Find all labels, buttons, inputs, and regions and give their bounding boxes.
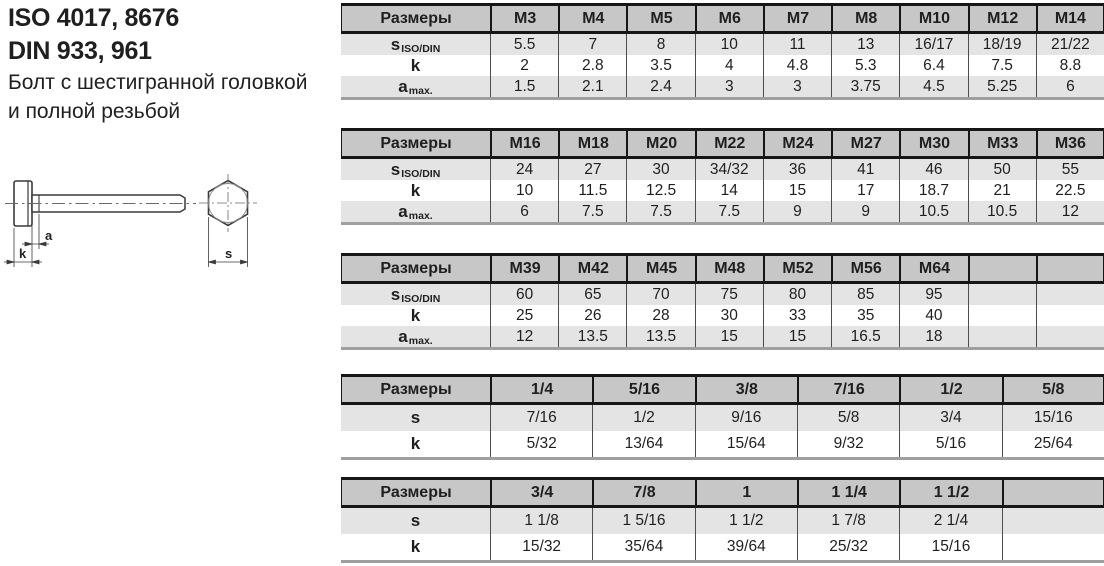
value-cell: 9/32 — [797, 431, 899, 457]
value-cell — [1036, 305, 1104, 326]
column-header: M56 — [831, 256, 899, 284]
value-cell: 25 — [490, 305, 558, 326]
value-cell: 3 — [763, 76, 831, 97]
value-cell: 6.4 — [899, 55, 967, 76]
value-cell: 3.5 — [626, 55, 694, 76]
row-label — [341, 201, 490, 222]
row-label — [341, 405, 490, 431]
value-cell: 16/17 — [899, 34, 967, 55]
value-cell: 18 — [899, 326, 967, 347]
value-cell: 1 1/2 — [695, 508, 797, 534]
row-label — [341, 180, 490, 201]
column-header — [1002, 480, 1104, 508]
value-cell: 34/32 — [695, 159, 763, 180]
value-cell: 35 — [831, 305, 899, 326]
value-cell: 1/2 — [592, 405, 694, 431]
column-header: M20 — [626, 131, 694, 159]
column-header: M5 — [626, 6, 694, 34]
value-cell: 9 — [763, 201, 831, 222]
row-label — [341, 34, 490, 55]
column-header: M10 — [899, 6, 967, 34]
value-cell: 21 — [968, 180, 1036, 201]
column-header: M42 — [558, 256, 626, 284]
value-cell: 15/16 — [1002, 405, 1104, 431]
value-cell: 7.5 — [626, 201, 694, 222]
value-cell: 24 — [490, 159, 558, 180]
row-label-symbol: s — [410, 408, 421, 427]
value-cell: 6 — [1036, 76, 1104, 97]
title-block — [8, 2, 307, 126]
value-cell: 30 — [695, 305, 763, 326]
row-label-symbol: s — [410, 511, 421, 530]
value-cell: 15/16 — [899, 534, 1001, 560]
value-cell: 80 — [763, 284, 831, 305]
value-cell: 30 — [626, 159, 694, 180]
value-cell: 12.5 — [626, 180, 694, 201]
value-cell: 95 — [899, 284, 967, 305]
value-cell — [1002, 508, 1104, 534]
column-header: M22 — [695, 131, 763, 159]
column-header: M18 — [558, 131, 626, 159]
value-cell: 15 — [763, 326, 831, 347]
row-label-subscript: max. — [408, 84, 433, 97]
row-label-symbol: a — [398, 76, 408, 96]
value-cell: 13.5 — [626, 326, 694, 347]
value-cell: 10 — [695, 34, 763, 55]
dimension-label-k: k — [19, 246, 27, 261]
column-header: M48 — [695, 256, 763, 284]
value-cell: 1 1/8 — [490, 508, 592, 534]
value-cell: 15/32 — [490, 534, 592, 560]
column-header: M6 — [695, 6, 763, 34]
value-cell: 65 — [558, 284, 626, 305]
value-cell: 46 — [899, 159, 967, 180]
value-cell: 2.8 — [558, 55, 626, 76]
row-label-subscript: ISO/DIN — [401, 42, 441, 55]
value-cell: 12 — [1036, 201, 1104, 222]
dimension-table-m39-m64 — [341, 253, 1104, 350]
row-label-subscript: ISO/DIN — [401, 167, 441, 180]
row-label-symbol: s — [390, 159, 401, 179]
column-header: M27 — [831, 131, 899, 159]
column-header: 7/8 — [592, 480, 694, 508]
value-cell: 10.5 — [899, 201, 967, 222]
dimension-arrow — [7, 260, 14, 264]
dimension-table-inch-3-4-to-1-1-2 — [341, 477, 1104, 563]
value-cell: 40 — [899, 305, 967, 326]
column-header: M14 — [1036, 6, 1104, 34]
value-cell: 22.5 — [1036, 180, 1104, 201]
value-cell: 5/32 — [490, 431, 592, 457]
value-cell: 5/16 — [899, 431, 1001, 457]
column-header: M52 — [763, 256, 831, 284]
value-cell — [1036, 284, 1104, 305]
column-header: M8 — [831, 6, 899, 34]
column-header: M4 — [558, 6, 626, 34]
row-label-symbol: k — [410, 55, 421, 75]
value-cell: 26 — [558, 305, 626, 326]
value-cell: 13/64 — [592, 431, 694, 457]
value-cell: 8 — [626, 34, 694, 55]
dimension-table-m3-m14 — [341, 3, 1104, 100]
iso-standard-title: ISO 4017, 8676 — [8, 4, 179, 32]
value-cell: 11.5 — [558, 180, 626, 201]
value-cell: 25/64 — [1002, 431, 1104, 457]
table-header-label: Размеры — [341, 131, 490, 159]
column-header: M24 — [763, 131, 831, 159]
row-label — [341, 326, 490, 347]
value-cell: 8.8 — [1036, 55, 1104, 76]
row-label-subscript: ISO/DIN — [401, 292, 441, 305]
value-cell — [1002, 534, 1104, 560]
value-cell: 13.5 — [558, 326, 626, 347]
value-cell: 2.4 — [626, 76, 694, 97]
product-description-line-2: и полной резьбой — [8, 100, 181, 123]
column-header: M16 — [490, 131, 558, 159]
value-cell: 35/64 — [592, 534, 694, 560]
value-cell: 7.5 — [695, 201, 763, 222]
value-cell: 5.25 — [968, 76, 1036, 97]
value-cell: 39/64 — [695, 534, 797, 560]
value-cell: 41 — [831, 159, 899, 180]
value-cell: 60 — [490, 284, 558, 305]
table-header-label: Размеры — [341, 6, 490, 34]
value-cell: 21/22 — [1036, 34, 1104, 55]
dimension-arrow — [209, 260, 216, 264]
column-header: M33 — [968, 131, 1036, 159]
dimension-arrow — [32, 260, 39, 264]
value-cell: 9 — [831, 201, 899, 222]
column-header: M12 — [968, 6, 1036, 34]
bolt-side-view — [5, 181, 196, 226]
value-cell: 6 — [490, 201, 558, 222]
value-cell: 3.75 — [831, 76, 899, 97]
value-cell: 17 — [831, 180, 899, 201]
column-header: M30 — [899, 131, 967, 159]
row-label-symbol: s — [390, 284, 401, 304]
column-header: 1/2 — [899, 377, 1001, 405]
row-label-symbol: a — [398, 326, 408, 346]
value-cell: 7.5 — [558, 201, 626, 222]
table-header-label: Размеры — [341, 377, 490, 405]
column-header: 1 — [695, 480, 797, 508]
dimension-arrow — [241, 260, 248, 264]
value-cell: 3 — [695, 76, 763, 97]
row-label-symbol: k — [410, 434, 421, 453]
value-cell: 3/4 — [899, 405, 1001, 431]
value-cell: 2 — [490, 55, 558, 76]
column-header: 1/4 — [490, 377, 592, 405]
row-label — [341, 431, 490, 457]
row-label-symbol: k — [410, 305, 421, 325]
column-header: 5/8 — [1002, 377, 1104, 405]
value-cell: 5.3 — [831, 55, 899, 76]
table-header-label: Размеры — [341, 256, 490, 284]
value-cell: 55 — [1036, 159, 1104, 180]
column-header: 1 1/4 — [797, 480, 899, 508]
row-label — [341, 284, 490, 305]
dimension-label-a: a — [45, 228, 53, 243]
value-cell: 10.5 — [968, 201, 1036, 222]
column-header: 3/4 — [490, 480, 592, 508]
value-cell: 85 — [831, 284, 899, 305]
column-header: M3 — [490, 6, 558, 34]
dimension-table-m16-m36 — [341, 128, 1104, 225]
value-cell: 15/64 — [695, 431, 797, 457]
value-cell: 36 — [763, 159, 831, 180]
column-header — [968, 256, 1036, 284]
row-label — [341, 534, 490, 560]
value-cell: 10 — [490, 180, 558, 201]
value-cell — [968, 305, 1036, 326]
value-cell — [968, 326, 1036, 347]
value-cell: 75 — [695, 284, 763, 305]
dimension-annotations — [4, 214, 248, 267]
value-cell: 1.5 — [490, 76, 558, 97]
value-cell: 15 — [763, 180, 831, 201]
value-cell — [1036, 326, 1104, 347]
row-label-symbol: k — [410, 180, 421, 200]
row-label — [341, 76, 490, 97]
row-label-symbol: s — [390, 34, 401, 54]
din-standard-title: DIN 933, 961 — [8, 37, 152, 65]
value-cell: 25/32 — [797, 534, 899, 560]
value-cell: 2.1 — [558, 76, 626, 97]
column-header: M7 — [763, 6, 831, 34]
value-cell: 4.5 — [899, 76, 967, 97]
value-cell: 5.5 — [490, 34, 558, 55]
value-cell: 13 — [831, 34, 899, 55]
value-cell: 1 5/16 — [592, 508, 694, 534]
value-cell: 7/16 — [490, 405, 592, 431]
dimension-table-inch-quarter-to-5-8 — [341, 374, 1104, 460]
row-label-symbol: k — [410, 537, 421, 556]
row-label-subscript: max. — [408, 334, 433, 347]
column-header: 7/16 — [797, 377, 899, 405]
column-header — [1036, 256, 1104, 284]
hex-bolt-technical-drawing — [0, 165, 270, 277]
value-cell: 2 1/4 — [899, 508, 1001, 534]
value-cell: 27 — [558, 159, 626, 180]
column-header: M39 — [490, 256, 558, 284]
column-header: 3/8 — [695, 377, 797, 405]
column-header: 1 1/2 — [899, 480, 1001, 508]
value-cell: 5/8 — [797, 405, 899, 431]
table-header-label: Размеры — [341, 480, 490, 508]
column-header: M36 — [1036, 131, 1104, 159]
value-cell: 50 — [968, 159, 1036, 180]
value-cell: 7.5 — [968, 55, 1036, 76]
value-cell — [968, 284, 1036, 305]
value-cell: 70 — [626, 284, 694, 305]
row-label — [341, 305, 490, 326]
row-label — [341, 159, 490, 180]
column-header: M64 — [899, 256, 967, 284]
value-cell: 4 — [695, 55, 763, 76]
value-cell: 28 — [626, 305, 694, 326]
product-description-line-1: Болт с шестигранной головкой — [8, 71, 308, 94]
value-cell: 4.8 — [763, 55, 831, 76]
value-cell: 14 — [695, 180, 763, 201]
dimension-label-s: s — [225, 246, 233, 261]
column-header: 5/16 — [592, 377, 694, 405]
value-cell: 9/16 — [695, 405, 797, 431]
value-cell: 15 — [695, 326, 763, 347]
row-label — [341, 508, 490, 534]
value-cell: 1 7/8 — [797, 508, 899, 534]
value-cell: 18.7 — [899, 180, 967, 201]
column-header: M45 — [626, 256, 694, 284]
value-cell: 18/19 — [968, 34, 1036, 55]
value-cell: 11 — [763, 34, 831, 55]
bolt-head-end-view — [199, 174, 257, 232]
value-cell: 7 — [558, 34, 626, 55]
value-cell: 12 — [490, 326, 558, 347]
value-cell: 16.5 — [831, 326, 899, 347]
value-cell: 33 — [763, 305, 831, 326]
row-label-subscript: max. — [408, 209, 433, 222]
row-label-symbol: a — [398, 201, 408, 221]
row-label — [341, 55, 490, 76]
